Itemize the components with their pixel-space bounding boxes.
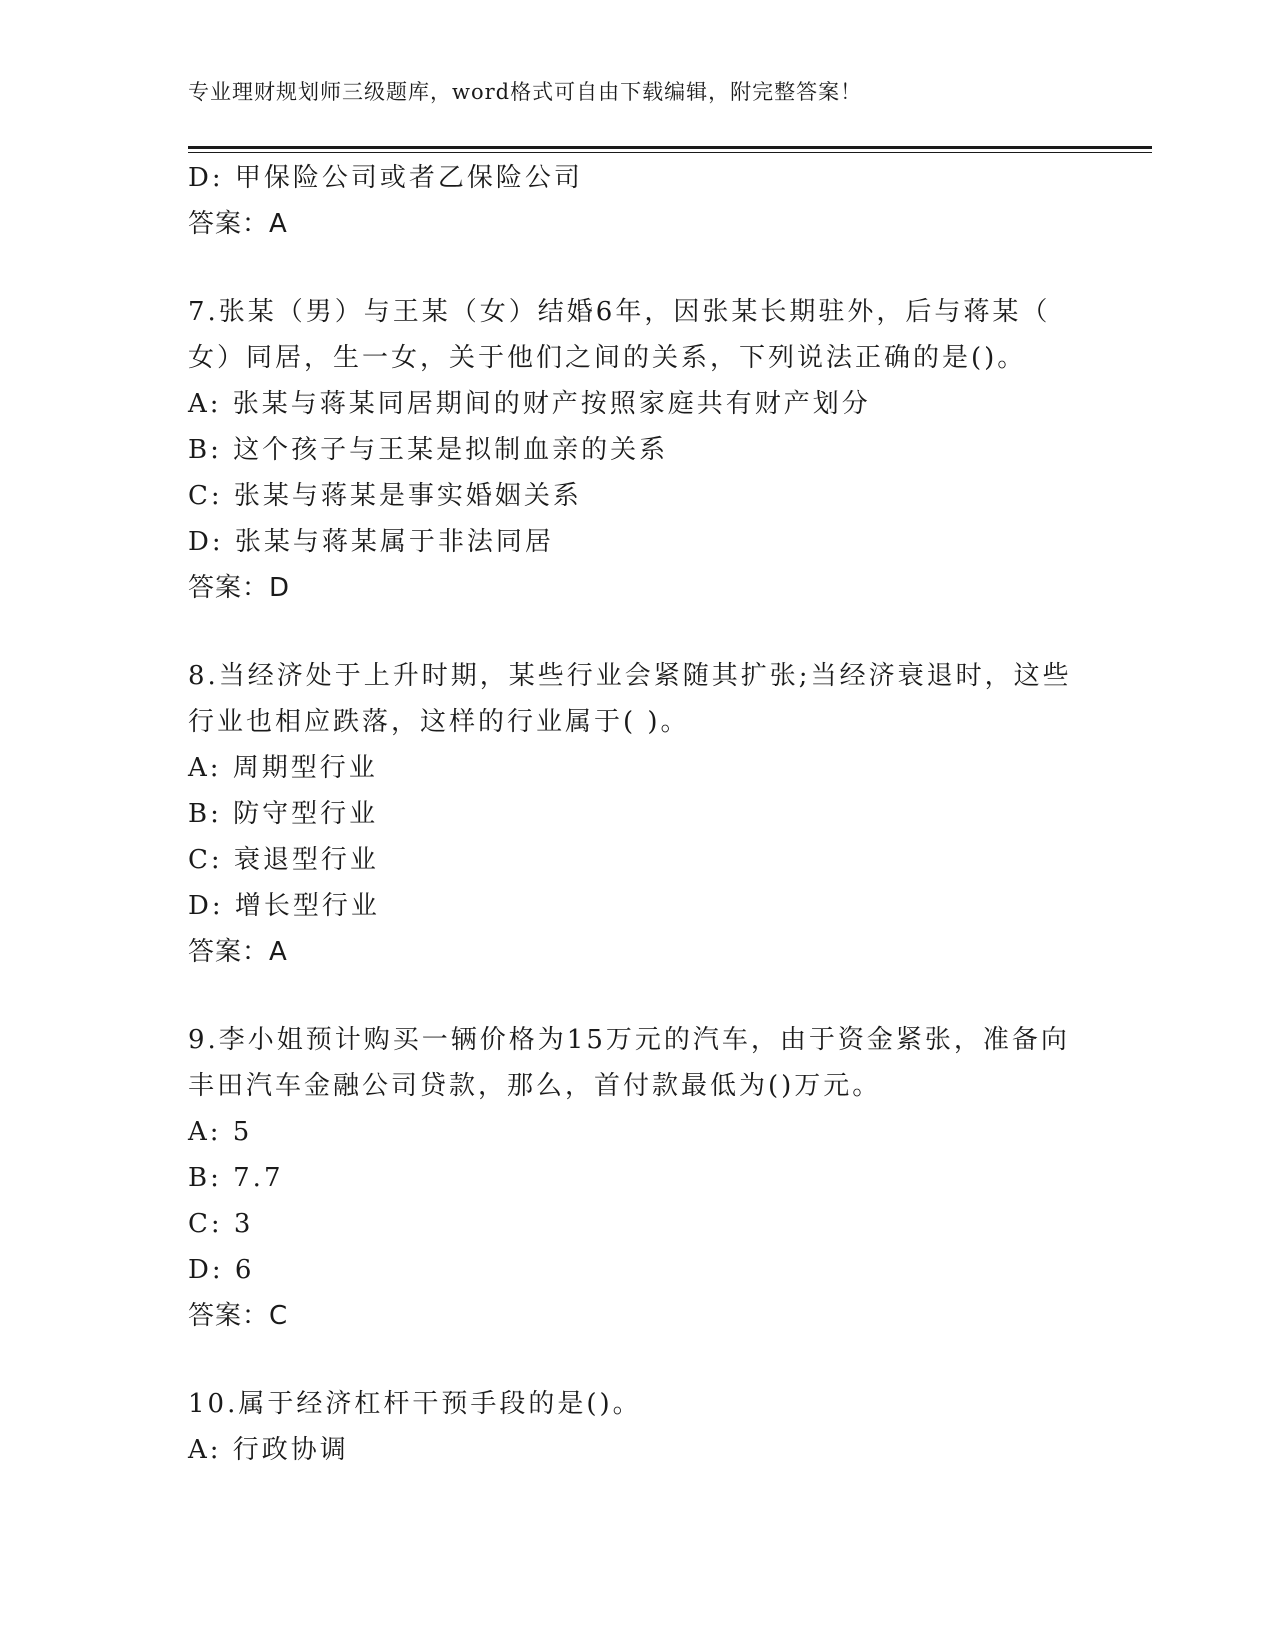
q9-answer: 答案：C	[188, 1301, 289, 1331]
q8-option-b: B: 防守型行业	[188, 799, 379, 829]
q9-option-d: D: 6	[188, 1255, 255, 1285]
q7-stem-line2: 女）同居，生一女，关于他们之间的关系，下列说法正确的是()。	[188, 343, 1027, 373]
page-header: 专业理财规划师三级题库，word格式可自由下载编辑，附完整答案！	[188, 80, 863, 104]
q9-stem-line2: 丰田汽车金融公司贷款，那么，首付款最低为()万元。	[188, 1071, 882, 1101]
question-gap	[188, 247, 1088, 289]
q7-stem-line1: 7.张某（男）与王某（女）结婚6年，因张某长期驻外，后与蒋某（	[188, 297, 1051, 327]
q8-stem-line2: 行业也相应跌落，这样的行业属于( )。	[188, 707, 690, 737]
q9-option-a: A: 5	[188, 1117, 253, 1147]
q8-option-c: C: 衰退型行业	[188, 845, 379, 875]
header-rule-thick	[188, 146, 1152, 149]
q10-option-a: A: 行政协调	[188, 1435, 349, 1465]
q9-option-b: B: 7.7	[188, 1163, 284, 1193]
q9-stem-line1: 9.李小姐预计购买一辆价格为15万元的汽车，由于资金紧张，准备向	[188, 1025, 1070, 1055]
q8-stem-line1: 8.当经济处于上升时期，某些行业会紧随其扩张;当经济衰退时，这些	[188, 661, 1072, 691]
question-content	[188, 155, 1088, 1473]
question-gap	[188, 1339, 1088, 1381]
header-rule-thin	[188, 152, 1152, 153]
question-gap	[188, 975, 1088, 1017]
q8-option-a: A: 周期型行业	[188, 753, 378, 783]
q7-option-c: C: 张某与蒋某是事实婚姻关系	[188, 481, 582, 511]
q7-answer: 答案：D	[188, 573, 291, 603]
q9-option-c: C: 3	[188, 1209, 254, 1239]
q8-option-d: D: 增长型行业	[188, 891, 380, 921]
q7-option-d: D: 张某与蒋某属于非法同居	[188, 527, 554, 557]
q6-option-d: D: 甲保险公司或者乙保险公司	[188, 163, 583, 193]
q7-option-b: B: 这个孩子与王某是拟制血亲的关系	[188, 435, 669, 465]
q10-stem-line1: 10.属于经济杠杆干预手段的是()。	[188, 1389, 642, 1419]
q7-option-a: A: 张某与蒋某同居期间的财产按照家庭共有财产划分	[188, 389, 871, 419]
question-gap	[188, 611, 1088, 653]
q6-answer: 答案：A	[188, 209, 288, 239]
q8-answer: 答案：A	[188, 937, 288, 967]
